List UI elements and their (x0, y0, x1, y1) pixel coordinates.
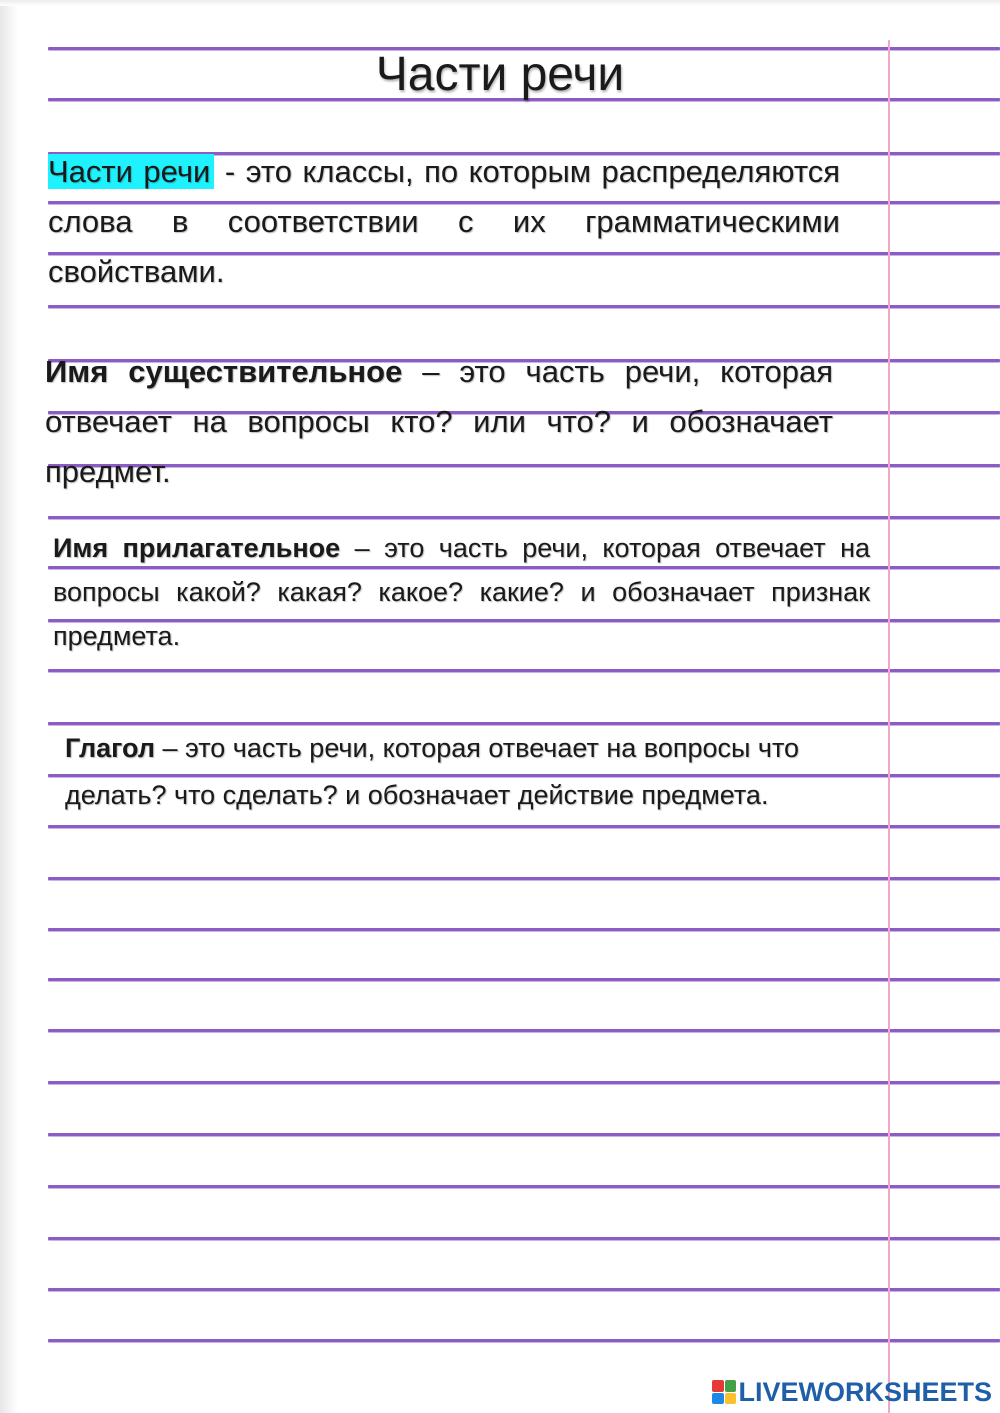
verb-term: Глагол (65, 733, 155, 763)
rule-line (48, 978, 1000, 981)
verb-paragraph (65, 725, 880, 819)
adjective-term: Имя прилагательное (53, 533, 341, 563)
rule-line (48, 1185, 1000, 1188)
rule-line (48, 669, 1000, 672)
page-shadow-left (0, 0, 18, 1413)
adjective-text: – это часть речи, которая отвечает на вопросы какой? какая? какое? какие? и обозначает признак предмета. (53, 533, 870, 651)
verb-text: – это часть речи, которая отвечает на вопросы что делать? что сделать? и обозначает действие предмета. (65, 733, 800, 810)
rule-line (48, 825, 1000, 828)
margin-line (888, 40, 890, 1413)
liveworksheets-text: LIVEWORKSHEETS (738, 1376, 992, 1407)
definition-text: - это классы, по которым распределяются слова в соответствии с их грамматическими свойствами. (48, 154, 841, 289)
rule-line (48, 1339, 1000, 1342)
liveworksheets-icon (712, 1380, 736, 1404)
definition-paragraph (48, 147, 840, 297)
noun-paragraph (45, 347, 833, 489)
noun-text: – это часть речи, которая отвечает на вопросы кто? или что? и обозначает предмет. (45, 354, 833, 489)
rule-line (48, 1237, 1000, 1240)
rule-line (48, 305, 1000, 308)
rule-line (48, 1029, 1000, 1032)
noun-term: Имя существительное (45, 354, 403, 389)
definition-term: Части речи (48, 154, 214, 189)
rule-line (48, 516, 1000, 519)
page-shadow-top (0, 0, 1000, 6)
adjective-paragraph (53, 526, 870, 658)
rule-line (48, 1081, 1000, 1084)
rule-line (48, 1288, 1000, 1291)
rule-line (48, 877, 1000, 880)
rule-line (48, 1133, 1000, 1136)
page-title: Части речи (375, 48, 625, 101)
rule-line (48, 928, 1000, 931)
liveworksheets-logo (712, 1377, 992, 1407)
